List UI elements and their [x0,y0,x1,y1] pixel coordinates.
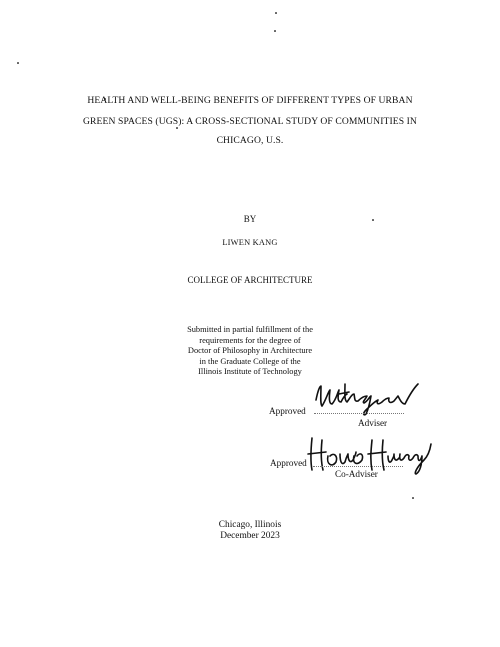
submission-statement [0,325,500,378]
submission-line: in the Graduate College of the [199,356,301,366]
submission-date: December 2023 [220,531,280,541]
by-label: BY [243,214,257,224]
coadviser-label: Co-Adviser [335,469,378,479]
scan-speck [274,30,276,32]
approved-label: Approved [270,458,307,468]
scan-speck [412,497,414,499]
place: Chicago, Illinois [218,520,282,530]
scan-speck [275,12,277,14]
adviser-signature [312,378,422,418]
author-name: LIWEN KANG [222,238,278,247]
submission-line: Submitted in partial fulfillment of the [187,325,313,334]
submission-line: Illinois Institute of Technology [198,367,302,376]
coadviser-signature-line [313,466,403,467]
thesis-title-line-2: GREEN SPACES (UGS): A CROSS-SECTIONAL STUDY OF COMMUNITIES IN [83,116,417,127]
approved-label: Approved [269,406,306,416]
thesis-title-line-3: CHICAGO, U.S. [216,135,284,146]
scan-speck [176,127,178,129]
adviser-label: Adviser [358,418,388,428]
scan-speck [17,62,19,64]
submission-line: Doctor of Philosophy in Architecture [187,346,313,355]
adviser-signature-line [314,413,404,414]
college-name: COLLEGE OF ARCHITECTURE [187,275,313,285]
submission-line: requirements for the degree of [199,335,301,345]
thesis-title-line-1: HEALTH AND WELL-BEING BENEFITS OF DIFFERENT TYPES OF URBAN [87,95,413,106]
